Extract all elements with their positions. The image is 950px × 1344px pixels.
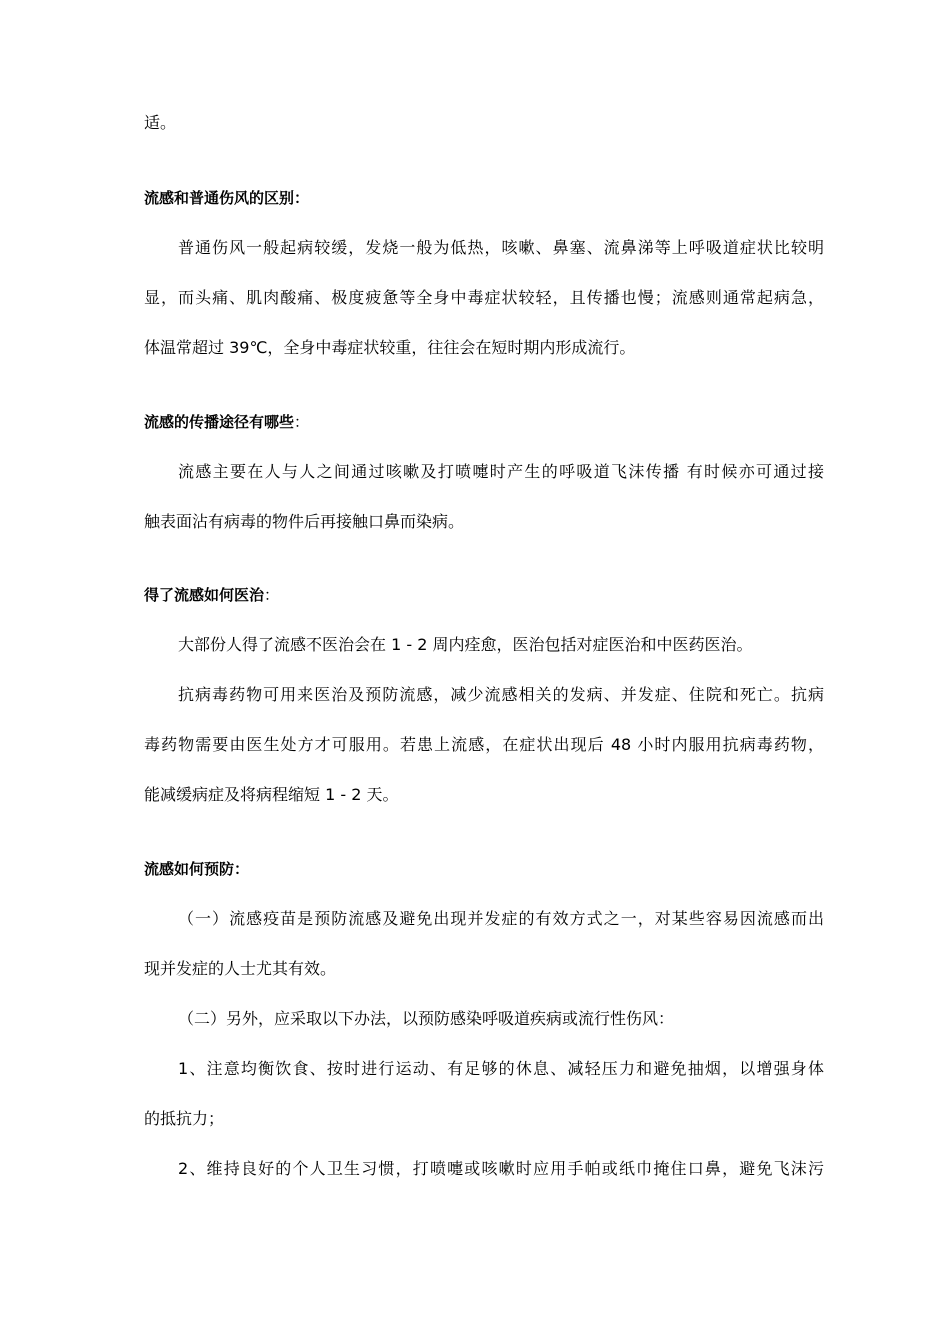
paragraph-line: （一）流感疫苗是预防流感及避免出现并发症的有效方式之一，对某些容易因流感而出 — [178, 909, 824, 928]
paragraph-line: 现并发症的人士尤其有效。 — [144, 959, 337, 978]
section-heading-text: 流感和普通伤风的区别： — [144, 189, 310, 207]
paragraph-line: 抗病毒药物可用来医治及预防流感，减少流感相关的发病、并发症、住院和死亡。抗病 — [178, 685, 824, 704]
section-heading-text: 流感如何预防： — [144, 860, 250, 878]
paragraph-line: 体温常超过 39℃，全身中毒症状较重，往往会在短时期内形成流行。 — [144, 338, 636, 357]
paragraph-line: 触表面沾有病毒的物件后再接触口鼻而染病。 — [144, 512, 465, 531]
paragraph-line: 2、维持良好的个人卫生习惯，打喷嚏或咳嗽时应用手帕或纸巾掩住口鼻，避免飞沫污 — [178, 1159, 824, 1178]
paragraph-line: （二）另外，应采取以下办法，以预防感染呼吸道疾病或流行性伤风： — [178, 1009, 675, 1028]
section-heading — [144, 411, 309, 433]
section-heading-colon: ： — [294, 413, 310, 431]
paragraph-line: 流感主要在人与人之间通过咳嗽及打喷嚏时产生的呼吸道飞沫传播 有时候亦可通过接 — [178, 462, 824, 481]
paragraph-line: 毒药物需要由医生处方才可服用。若患上流感，在症状出现后 48 小时内服用抗病毒药物， — [144, 735, 824, 754]
paragraph-fragment: 适。 — [144, 113, 177, 132]
paragraph-line: 的抵抗力； — [144, 1109, 225, 1128]
section-heading-text: 流感的传播途径有哪些 — [144, 413, 295, 431]
paragraph-line: 显，而头痛、肌肉酸痛、极度疲惫等全身中毒症状较轻，且传播也慢；流感则通常起病急， — [144, 288, 824, 307]
section-heading-text: 得了流感如何医治 — [144, 586, 265, 604]
paragraph-line: 能减缓病症及将病程缩短 1 - 2 天。 — [144, 785, 399, 804]
paragraph-line: 1、注意均衡饮食、按时进行运动、有足够的休息、减轻压力和避免抽烟，以增强身体 — [178, 1059, 824, 1078]
paragraph-line: 普通伤风一般起病较缓，发烧一般为低热，咳嗽、鼻塞、流鼻涕等上呼吸道症状比较明 — [178, 238, 824, 257]
paragraph-line: 大部份人得了流感不医治会在 1 - 2 周内痊愈，医治包括对症医治和中医药医治。 — [178, 635, 753, 654]
section-heading-colon: ： — [264, 586, 280, 604]
section-heading — [144, 858, 249, 880]
section-heading — [144, 187, 309, 209]
section-heading — [144, 584, 279, 606]
